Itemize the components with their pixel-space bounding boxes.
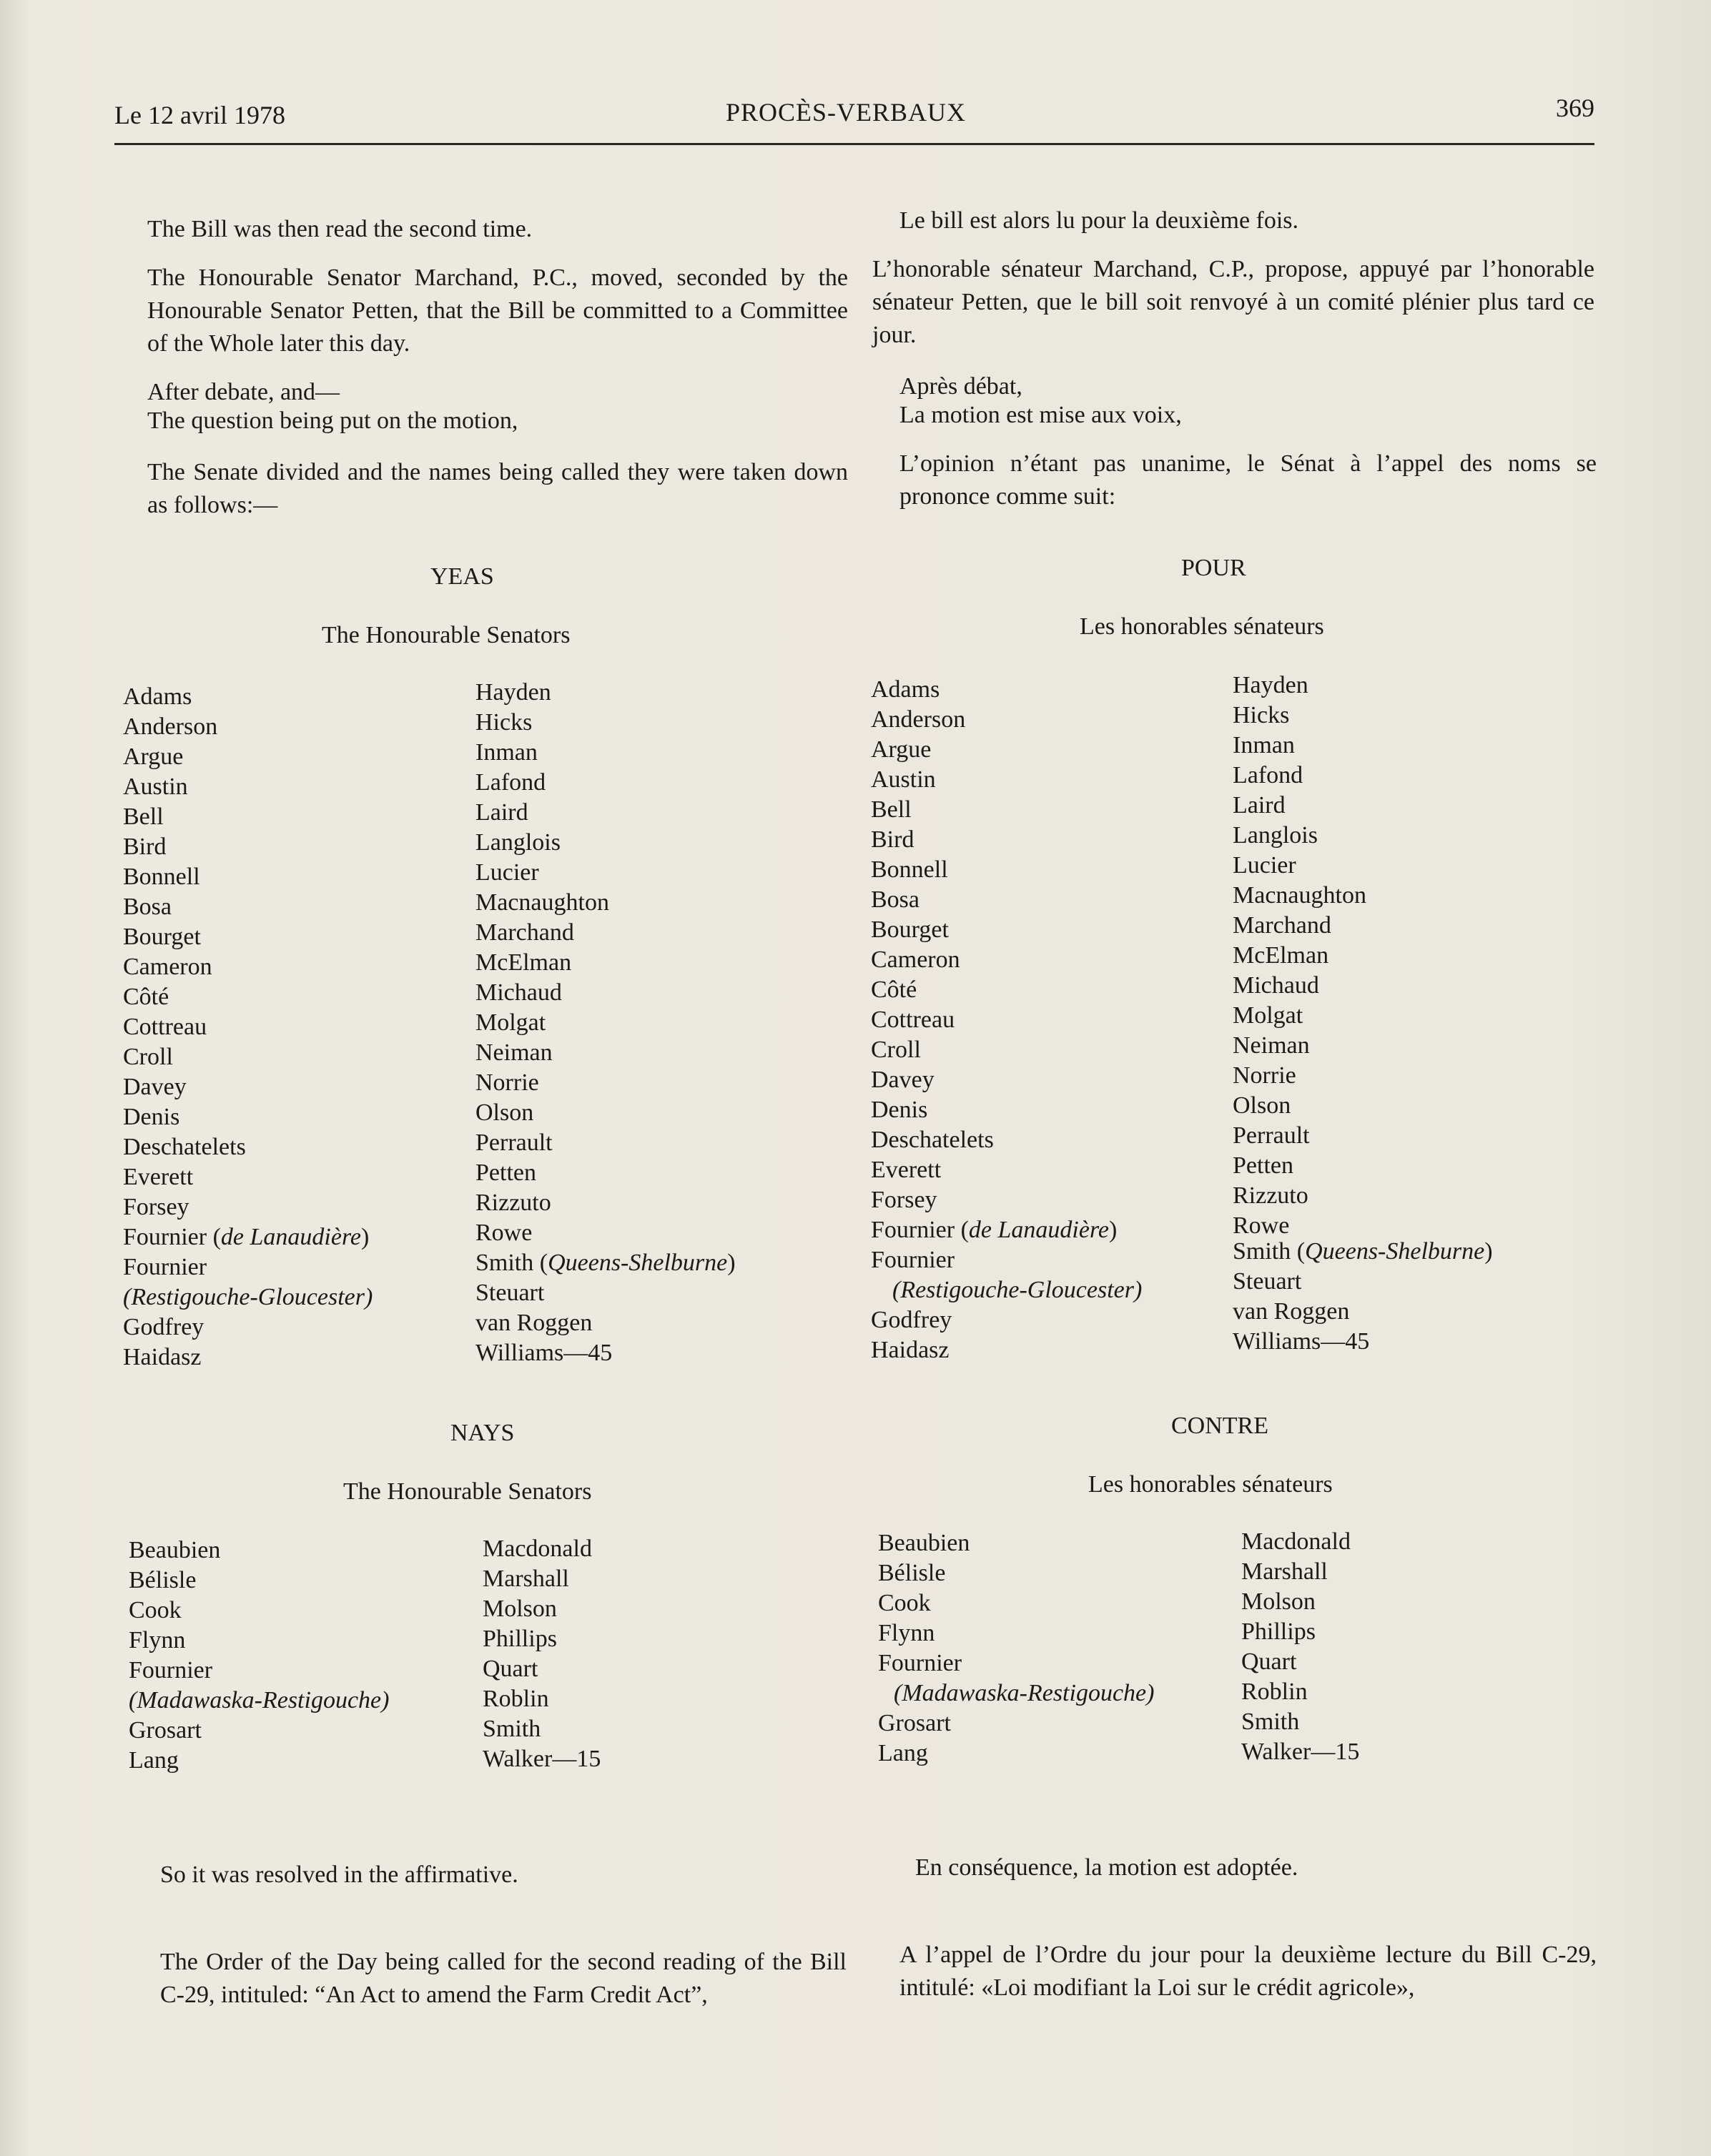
yeas-names-col2-tail	[475, 1278, 612, 1368]
pour-names-col1	[871, 675, 994, 1215]
para-appel-ordre: A l’appel de l’Ordre du jour pour la deuxième lecture du Bill C-29, intitulé: «Loi modifiant la Loi sur le crédit agricole»,	[899, 1942, 1597, 2001]
pour-fournier-names	[871, 1215, 1142, 1305]
list-item: Bourget	[123, 924, 201, 950]
list-item: Croll	[871, 1037, 921, 1063]
list-item: Austin	[871, 766, 936, 793]
list-item: Williams—45	[1233, 1328, 1370, 1355]
list-item: Bourget	[871, 916, 949, 943]
pour-names-col2-tail	[1233, 1267, 1369, 1357]
list-item: Côté	[123, 984, 169, 1010]
list-item: Deschatelets	[871, 1127, 994, 1153]
list-item: Smith (Queens-Shelburne)	[1233, 1238, 1493, 1265]
list-item: Anderson	[871, 706, 966, 733]
list-item: Neiman	[1233, 1032, 1310, 1059]
para-propose: L’honorable sénateur Marchand, C.P., propose, appuyé par l’honorable sénateur Petten, que le bill soit renvoyé à un comité plénier plus tard ce jour.	[872, 256, 1594, 348]
list-item: Godfrey	[123, 1314, 204, 1340]
list-item: Fournier (de Lanaudière)	[123, 1224, 370, 1250]
para-adoptee: En conséquence, la motion est adoptée.	[915, 1854, 1298, 1881]
list-item: Adams	[123, 683, 192, 710]
list-item: Grosart	[878, 1710, 951, 1736]
list-item: (Madawaska-Restigouche)	[129, 1687, 390, 1714]
list-item: Hayden	[1233, 672, 1308, 698]
list-item: Roblin	[1241, 1678, 1308, 1705]
list-item: Denis	[123, 1104, 180, 1130]
list-item: Cameron	[871, 946, 960, 973]
list-item: Bonnell	[123, 864, 200, 890]
list-item: Hicks	[475, 709, 533, 736]
pour-subheading: Les honorables sénateurs	[1080, 613, 1324, 640]
contre-subheading: Les honorables sénateurs	[1088, 1471, 1333, 1498]
pour-heading: POUR	[1181, 555, 1246, 581]
list-item: Anderson	[123, 713, 218, 740]
contre-madawaska	[878, 1678, 1154, 1709]
list-item: Grosart	[129, 1717, 202, 1744]
list-item: Rizzuto	[1233, 1182, 1308, 1209]
list-item: Macdonald	[483, 1536, 592, 1562]
list-item: Argue	[871, 736, 932, 763]
list-item: Cottreau	[123, 1014, 207, 1040]
list-item: Bonnell	[871, 856, 948, 883]
list-item: Hicks	[1233, 702, 1290, 728]
list-item: Rowe	[1233, 1212, 1290, 1239]
list-item: Molgat	[1233, 1002, 1303, 1029]
para-motion: The Honourable Senator Marchand, P.C., moved, seconded by the Honourable Senator Petten, that the Bill be committed to a Committee of the Whole later this day.	[147, 264, 848, 357]
list-item: Molgat	[475, 1009, 546, 1036]
list-item: Marshall	[483, 1566, 569, 1592]
list-item: Olson	[1233, 1092, 1291, 1119]
list-item: Macdonald	[1241, 1528, 1351, 1555]
list-item: Molson	[1241, 1588, 1316, 1615]
list-item: (Restigouche-Gloucester)	[892, 1277, 1143, 1303]
list-item: Olson	[475, 1099, 534, 1126]
nays-subheading: The Honourable Senators	[343, 1478, 592, 1505]
list-item: Langlois	[1233, 822, 1318, 849]
contre-names-col1	[878, 1528, 970, 1678]
nays-madawaska	[129, 1686, 389, 1716]
list-item: Haidasz	[123, 1344, 202, 1370]
list-item: McElman	[1233, 942, 1329, 969]
list-item: Fournier	[871, 1247, 955, 1273]
list-item: Everett	[123, 1164, 194, 1190]
para-order-of-day: The Order of the Day being called for the second reading of the Bill C-29, intituled: “An Act to amend the Farm Credit Act”,	[160, 1949, 847, 2008]
nays-names-col1	[129, 1536, 220, 1686]
list-item: Neiman	[475, 1039, 553, 1066]
list-item: Cameron	[123, 954, 212, 980]
list-item: Molson	[483, 1596, 557, 1622]
list-item: Lang	[878, 1740, 928, 1766]
list-item: Steuart	[475, 1280, 545, 1306]
list-item: Lucier	[475, 859, 539, 886]
list-item: Hayden	[475, 679, 551, 706]
list-item: Michaud	[1233, 972, 1319, 999]
list-item: Davey	[871, 1067, 935, 1093]
list-item: Flynn	[129, 1627, 186, 1653]
para-motion-voix: La motion est mise aux voix,	[899, 402, 1182, 428]
list-item: Fournier	[123, 1254, 207, 1280]
list-item: Quart	[483, 1656, 538, 1682]
list-item: Lang	[129, 1747, 179, 1774]
list-item: Phillips	[483, 1626, 557, 1652]
list-item: Perrault	[475, 1129, 553, 1156]
list-item: Quart	[1241, 1648, 1297, 1675]
list-item: Smith	[1241, 1709, 1300, 1735]
list-item: Cottreau	[871, 1007, 955, 1033]
list-item: Bélisle	[878, 1560, 946, 1586]
list-item: Petten	[475, 1159, 536, 1186]
list-item: Cook	[878, 1590, 931, 1616]
list-item: Flynn	[878, 1620, 935, 1646]
list-item: Denis	[871, 1097, 928, 1123]
list-item: (Madawaska-Restigouche)	[894, 1680, 1155, 1706]
list-item: Cook	[129, 1597, 182, 1623]
list-item: Lafond	[1233, 762, 1303, 788]
pour-smith-name	[1233, 1237, 1493, 1267]
list-item: Bell	[871, 796, 912, 823]
list-item: Bird	[871, 826, 914, 853]
list-item: Bosa	[871, 886, 919, 913]
list-item: Perrault	[1233, 1122, 1310, 1149]
list-item: Lafond	[475, 769, 546, 796]
list-item: Laird	[1233, 792, 1286, 819]
yeas-names-col1	[123, 682, 246, 1222]
list-item: Bosa	[123, 894, 172, 920]
list-item: Inman	[475, 739, 538, 766]
list-item: Beaubien	[129, 1537, 221, 1563]
para-division: The Senate divided and the names being called they were taken down as follows:—	[147, 459, 848, 518]
list-item: Bell	[123, 803, 164, 830]
list-item: Beaubien	[878, 1530, 970, 1556]
yeas-names-col2	[475, 678, 609, 1248]
list-item: Fournier	[878, 1650, 962, 1676]
para-second-reading: The Bill was then read the second time.	[147, 216, 533, 242]
list-item: Marshall	[1241, 1558, 1328, 1585]
para-question: The question being put on the motion,	[147, 407, 518, 434]
list-item: Forsey	[871, 1187, 937, 1213]
list-item: Marchand	[475, 919, 574, 946]
list-item: Michaud	[475, 979, 562, 1006]
para-opinion: L’opinion n’étant pas unanime, le Sénat à l’appel des noms se prononce comme suit:	[899, 450, 1597, 510]
page-header	[114, 94, 1594, 145]
list-item: McElman	[475, 949, 572, 976]
list-item: Bélisle	[129, 1567, 197, 1593]
list-item: Smith	[483, 1716, 541, 1742]
nays-names-col1-tail	[129, 1716, 202, 1776]
contre-names-col2	[1241, 1527, 1359, 1767]
nays-names-col2	[483, 1534, 601, 1774]
list-item: Walker—15	[483, 1746, 601, 1772]
list-item: Lucier	[1233, 852, 1296, 879]
list-item: (Restigouche-Gloucester)	[123, 1284, 373, 1310]
pour-names-col2	[1233, 671, 1366, 1241]
list-item: Walker—15	[1241, 1739, 1360, 1765]
list-item: Laird	[475, 799, 528, 826]
nays-heading: NAYS	[450, 1420, 515, 1446]
list-item: Argue	[123, 743, 184, 770]
para-resolved: So it was resolved in the affirmative.	[160, 1861, 518, 1888]
list-item: Bird	[123, 834, 167, 860]
list-item: Fournier (de Lanaudière)	[871, 1217, 1118, 1243]
list-item: Adams	[871, 676, 940, 703]
list-item: Marchand	[1233, 912, 1331, 939]
header-date: Le 12 avril 1978	[114, 101, 285, 129]
list-item: Macnaughton	[475, 889, 609, 916]
yeas-subheading: The Honourable Senators	[322, 622, 571, 648]
list-item: van Roggen	[1233, 1298, 1350, 1325]
page-number: 369	[1556, 94, 1594, 122]
list-item: Côté	[871, 976, 917, 1003]
yeas-heading: YEAS	[430, 563, 494, 590]
yeas-fournier-names	[123, 1222, 373, 1312]
list-item: Godfrey	[871, 1307, 952, 1333]
para-deuxieme-lecture: Le bill est alors lu pour la deuxième fois.	[899, 207, 1299, 234]
pour-names-col1-tail	[871, 1305, 952, 1365]
contre-heading: CONTRE	[1171, 1413, 1268, 1439]
list-item: Deschatelets	[123, 1134, 246, 1160]
list-item: Croll	[123, 1044, 173, 1070]
list-item: Rizzuto	[475, 1190, 551, 1216]
list-item: Macnaughton	[1233, 882, 1366, 909]
yeas-names-col1-tail	[123, 1312, 204, 1373]
list-item: Petten	[1233, 1152, 1293, 1179]
list-item: Norrie	[475, 1069, 539, 1096]
list-item: Davey	[123, 1074, 187, 1100]
list-item: Phillips	[1241, 1618, 1316, 1645]
list-item: Norrie	[1233, 1062, 1296, 1089]
para-after-debate: After debate, and—	[147, 379, 340, 405]
list-item: Haidasz	[871, 1337, 950, 1363]
list-item: Langlois	[475, 829, 561, 856]
list-item: van Roggen	[475, 1310, 593, 1336]
list-item: Fournier	[129, 1657, 213, 1683]
list-item: Williams—45	[475, 1340, 613, 1366]
yeas-smith-name	[475, 1248, 736, 1278]
para-apres-debat: Après débat,	[899, 373, 1022, 400]
list-item: Rowe	[475, 1220, 533, 1246]
list-item: Everett	[871, 1157, 942, 1183]
list-item: Inman	[1233, 732, 1295, 758]
list-item: Forsey	[123, 1194, 189, 1220]
list-item: Austin	[123, 773, 188, 800]
list-item: Roblin	[483, 1686, 549, 1712]
list-item: Steuart	[1233, 1268, 1302, 1295]
list-item: Smith (Queens-Shelburne)	[475, 1250, 736, 1276]
contre-names-col1-tail	[878, 1709, 951, 1769]
header-title: PROCÈS-VERBAUX	[726, 98, 967, 127]
